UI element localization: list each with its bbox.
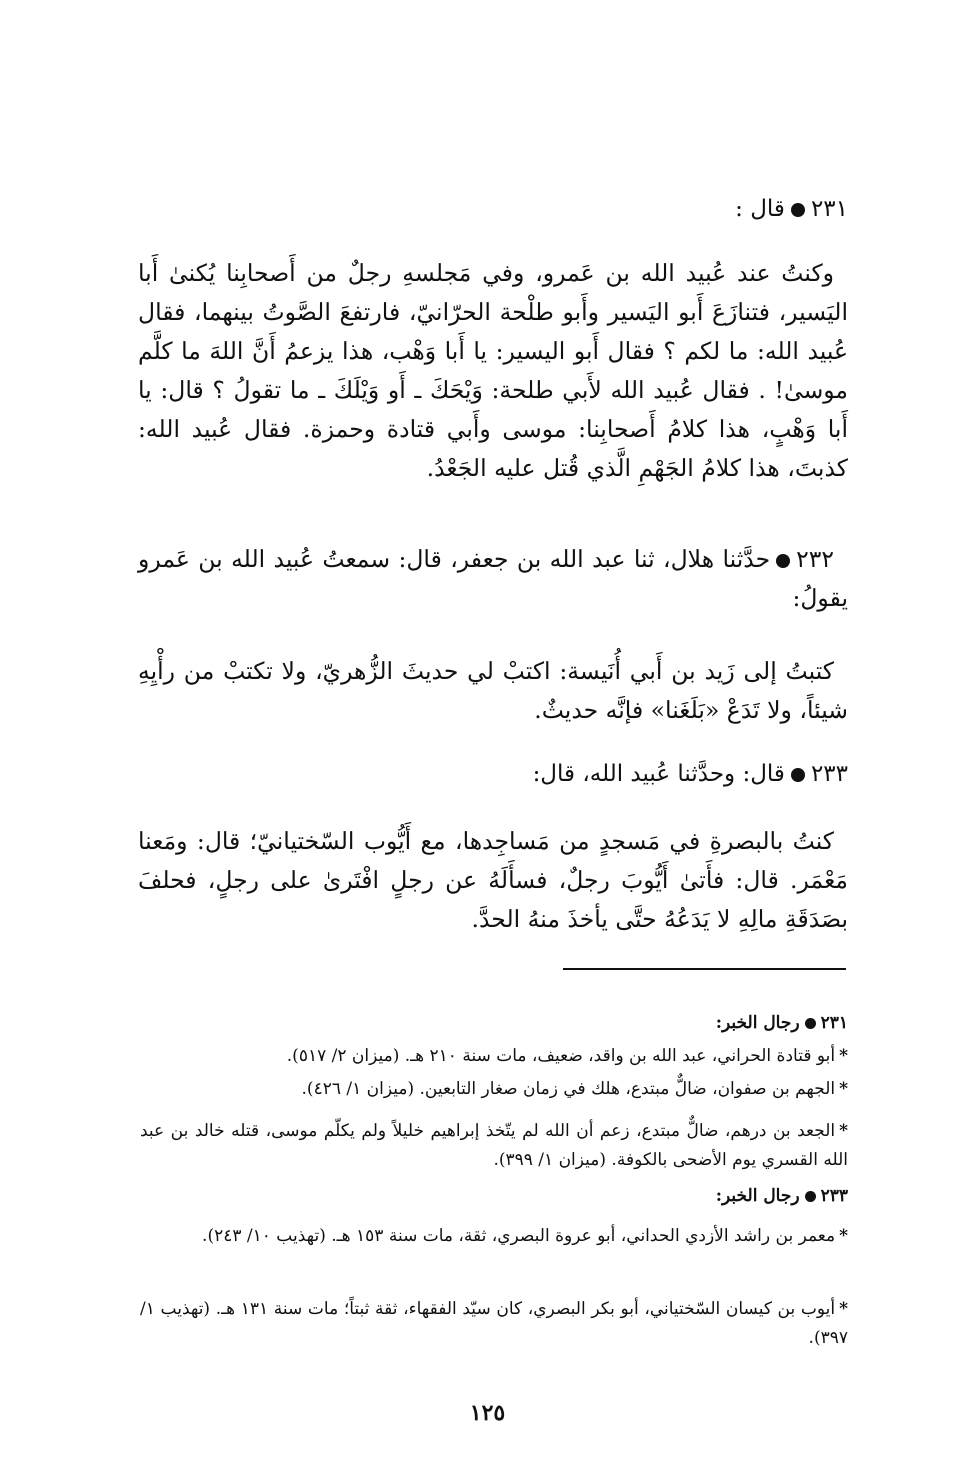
section-heading-text: حدَّثنا هلال، ثنا عبد الله بن جعفر، قال: سمعتُ عُبيد الله بن عَمرو يقولُ:	[138, 545, 848, 612]
footnote-text: معمر بن راشد الأزدي الحداني، أبو عروة البصري، ثقة، مات سنة ١٥٣ هـ. (تهذيب ١٠/ ٢٤٣).	[202, 1226, 836, 1246]
section-heading-text: قال: وحدَّثنا عُبيد الله، قال:	[532, 761, 785, 787]
bullet-icon	[791, 768, 805, 782]
bullet-icon	[805, 1018, 816, 1029]
section-number: ٢٣٣	[810, 761, 848, 787]
bullet-icon	[791, 203, 805, 217]
section-paragraph-233	[138, 822, 848, 939]
footnote-heading-231	[716, 1013, 848, 1033]
footnote-text: الجهم بن صفوان، ضالٌّ مبتدع، هلك في زمان صغار التابعين. (ميزان ١/ ٤٢٦).	[301, 1079, 836, 1099]
footnote-label: رجال الخبر:	[715, 1013, 800, 1033]
section-heading-233	[533, 761, 848, 787]
star-icon: *	[839, 1046, 848, 1066]
footnote-number: ٢٣١	[820, 1013, 848, 1033]
star-icon: *	[839, 1079, 848, 1099]
paragraph-text: كتبتُ إلى زَيد بن أَبي أُنَيسة: اكتبْ لي حديثَ الزُّهريّ، ولا تكتبْ من رأْيِهِ شيئاً، ولا تَدَعْ «بَلَغَنا» فإنَّه حديثٌ.	[138, 657, 848, 724]
section-heading-text: قال :	[735, 196, 785, 222]
paragraph-text: كنتُ بالبصرةِ في مَسجدٍ من مَساجِدها، مع أَيُّوب السّختيانيّ؛ قال: ومَعنا مَعْمَر. قال: فأَتىٰ أَيُّوبَ رجلٌ، فسأَلَهُ عن رجلٍ افْتَرىٰ على رجلٍ، فحلفَ بصَدَقَةِ مالِهِ لا يَدَعُهُ حتَّى يأخذَ منهُ الحدَّ.	[138, 827, 848, 933]
page-number: ١٢٥	[469, 1400, 506, 1426]
section-number: ٢٣١	[810, 196, 848, 222]
footnote-text: الجعد بن درهم، ضالٌّ مبتدع، زعم أن الله لم يتّخذ إبراهيم خليلاً ولم يكلّم موسى، قتله خالد بن عبد الله القسري يوم الأضحى بالكوفة. (ميزان ١/ ٣٩٩).	[140, 1121, 848, 1170]
footnote-divider	[563, 968, 846, 970]
footnote-text: أيوب بن كيسان السّختياني، أبو بكر البصري، كان سيّد الفقهاء، ثقة ثبتاً؛ مات سنة ١٣١ هـ. (تهذيب ١/ ٣٩٧).	[140, 1299, 848, 1348]
section-paragraph-232	[138, 652, 848, 730]
footnote-text: أبو قتادة الحراني، عبد الله بن واقد، ضعيف، مات سنة ٢١٠ هـ. (ميزان ٢/ ٥١٧).	[286, 1046, 836, 1066]
section-heading-232	[138, 540, 848, 618]
bullet-icon	[805, 1191, 816, 1202]
star-icon: *	[839, 1121, 848, 1141]
bullet-icon	[776, 554, 790, 568]
footnote-heading-233	[716, 1186, 848, 1206]
section-paragraph-231	[138, 254, 848, 488]
footnote-number: ٢٣٣	[820, 1186, 848, 1206]
section-heading-231	[735, 196, 848, 222]
footnote-item	[140, 1295, 848, 1353]
star-icon: *	[839, 1299, 849, 1319]
footnote-item	[140, 1117, 848, 1175]
paragraph-text: وكنتُ عند عُبيد الله بن عَمرو، وفي مَجلسهِ رجلٌ من أَصحابِنا يُكنىٰ أَبا اليَسير، فتنازَعَ أَبو اليَسير وأَبو طلْحة الحرّانيّ، فارتفعَ الصَّوتُ بينهما، فقال عُبيد الله: ما لكم ؟ فقال أَبو اليسير: يا أَبا وَهْب، هذا يزعمُ أَنَّ اللهَ ما كلَّم موسىٰ! . فقال عُبيد الله لأَبي طلحة: وَيْحَكَ ـ أَو وَيْلَكَ ـ ما تقولُ ؟ قال: يا أَبا وَهْبٍ، هذا كلامُ أَصحابِنا: موسى وأَبي قتادة وحمزة. فقال عُبيد الله: كذبتَ، هذا كلامُ الجَهْمِ الَّذي قُتل عليه الجَعْدُ.	[138, 259, 848, 482]
section-number: ٢٣٢	[796, 545, 834, 573]
footnote-label: رجال الخبر:	[715, 1186, 800, 1206]
footnote-item	[140, 1042, 848, 1071]
star-icon: *	[839, 1226, 848, 1246]
footnote-item	[140, 1075, 848, 1104]
footnote-item	[140, 1222, 848, 1251]
